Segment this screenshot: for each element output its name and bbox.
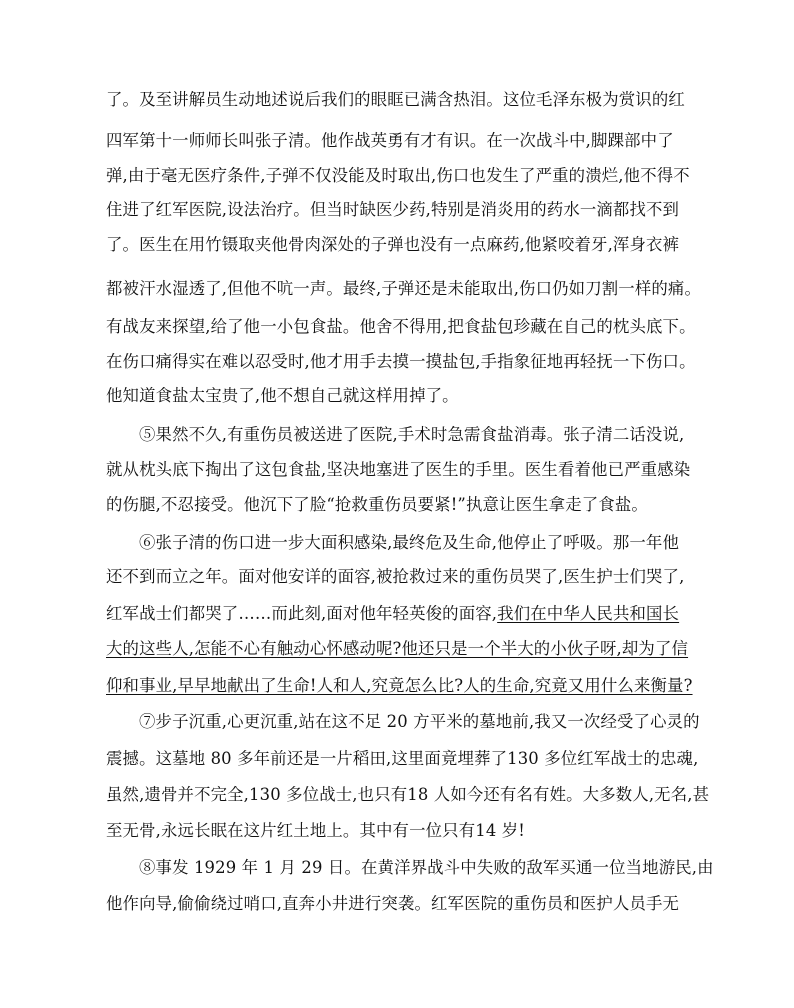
text-line-23: 他作向导,偷偷绕过哨口,直奔小井进行突袭。红军医院的重伤员和医护人员手无 bbox=[106, 894, 680, 913]
text-line-9: 他知道食盐太宝贵了,他不想自己就这样用掉了。 bbox=[106, 386, 459, 405]
text-plain: 红军战士们都哭了……而此刻,面对他年轻英俊的面容, bbox=[106, 604, 498, 623]
paragraph-8-first-line: ⑧事发 1929 年 1 月 29 日。在黄洋界战斗中失败的敌军买通一位当地游民,由 bbox=[139, 858, 714, 877]
text-line-2: 四军第十一师师长叫张子清。他作战英勇有才有识。在一次战斗中,脚踝部中了 bbox=[106, 131, 674, 150]
paragraph-7-first-line: ⑦步子沉重,心更沉重,站在这不足 20 方平米的墓地前,我又一次经受了心灵的 bbox=[139, 712, 700, 731]
text-line-12: 的伤腿,不忍接受。他沉下了脸“抢救重伤员要紧!”执意让医生拿走了食盐。 bbox=[106, 495, 648, 514]
text-line-3: 弹,由于毫无医疗条件,子弹不仅没能及时取出,伤口也发生了严重的溃烂,他不得不 bbox=[106, 166, 690, 185]
text-line-11: 就从枕头底下掏出了这包食盐,坚决地塞进了医生的手里。医生看着他已严重感染 bbox=[106, 460, 691, 479]
text-line-1: 了。及至讲解员生动地述说后我们的眼眶已满含热泪。这位毛泽东极为赏识的红 bbox=[106, 90, 685, 109]
text-line-15 bbox=[106, 603, 696, 625]
underlined-text: 我们在中华人民共和国长 bbox=[497, 604, 680, 623]
paragraph-6-first-line: ⑥张子清的伤口进一步大面积感染,最终危及生命,他停止了呼吸。那一年他 bbox=[139, 533, 680, 552]
text-line-14: 还不到而立之年。面对他安详的面容,被抢救过来的重伤员哭了,医生护士们哭了, bbox=[106, 567, 685, 586]
underlined-line-16: 大的这些人,怎能不心有触动心怀感动呢?他还只是一个半大的小伙子呀,却为了信 bbox=[106, 639, 689, 658]
text-line-20: 虽然,遗骨并不完全,130 多位战士,也只有18 人如今还有名有姓。大多数人,无名,甚 bbox=[106, 785, 710, 804]
text-line-4: 住进了红军医院,设法治疗。但当时缺医少药,特别是消炎用的药水一滴都找不到 bbox=[106, 200, 680, 219]
paragraph-5-first-line: ⑤果然不久,有重伤员被送进了医院,手术时急需食盐消毒。张子清二话没说, bbox=[139, 425, 685, 444]
text-line-19: 震撼。这墓地 80 多年前还是一片稻田,这里面竟埋葬了130 多位红军战士的忠魂, bbox=[106, 749, 699, 768]
underlined-line-17: 仰和事业,早早地献出了生命!人和人,究竟怎么比?人的生命,究竟又用什么来衡量? bbox=[106, 676, 693, 695]
text-line-8: 在伤口痛得实在难以忍受时,他才用手去摸一摸盐包,手指象征地再轻抚一下伤口。 bbox=[106, 352, 696, 371]
text-line-6: 都被汗水湿透了,但他不吭一声。最终,子弹还是未能取出,伤口仍如刀割一样的痛。 bbox=[106, 279, 701, 298]
text-line-5: 了。医生在用竹镊取夹他骨肉深处的子弹也没有一点麻药,他紧咬着牙,浑身衣裤 bbox=[106, 235, 680, 254]
text-line-21: 至无骨,永远长眠在这片红土地上。其中有一位只有14 岁! bbox=[106, 821, 526, 840]
text-line-7: 有战友来探望,给了他一小包食盐。他舍不得用,把食盐包珍藏在自己的枕头底下。 bbox=[106, 317, 696, 336]
